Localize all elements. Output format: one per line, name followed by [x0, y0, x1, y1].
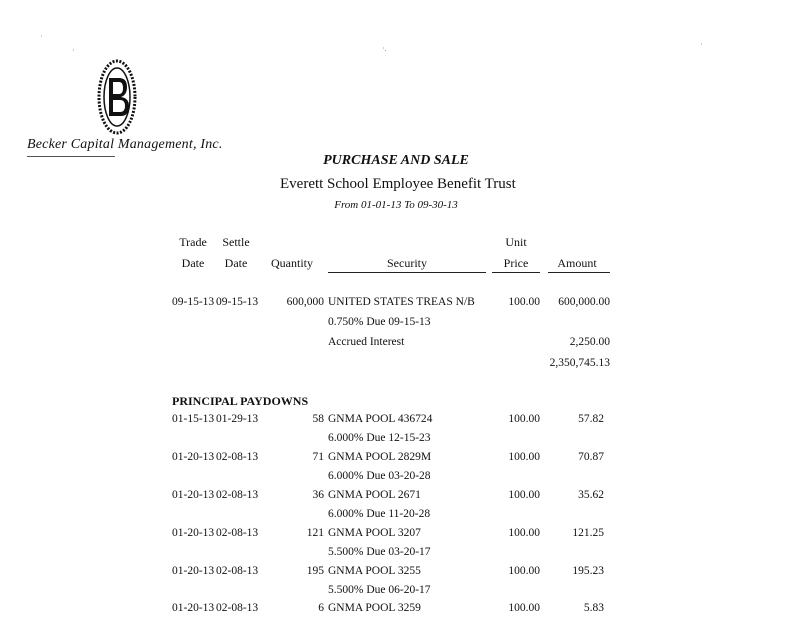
paydown-detail: 6.000% Due 12-15-23 — [328, 432, 431, 444]
paydown-unit-price: 100.00 — [508, 451, 540, 463]
col-amount: Amount — [557, 256, 597, 270]
col-settle-date-top: Settle — [222, 235, 250, 249]
report-period: From 01-01-13 To 09-30-13 — [334, 199, 458, 211]
col-trade-date-bottom: Date — [181, 256, 205, 270]
paydown-settle-date: 02-08-13 — [216, 527, 259, 539]
scan-speck: · — [700, 40, 703, 49]
paydown-detail: 6.000% Due 11-20-28 — [328, 508, 431, 520]
paydown-settle-date: 02-08-13 — [216, 602, 259, 614]
purchase-settle-date: 09-15-13 — [216, 296, 259, 308]
paydown-quantity: 36 — [312, 489, 324, 501]
col-settle-date-bottom: Date — [224, 256, 248, 270]
report-subtitle: Everett School Employee Benefit Trust — [280, 176, 516, 192]
paydown-trade-date: 01-20-13 — [172, 489, 215, 501]
paydown-quantity: 58 — [312, 413, 324, 425]
paydown-amount: 121.25 — [572, 527, 604, 539]
accrued-interest-amount: 2,250.00 — [569, 336, 610, 348]
paydown-security: GNMA POOL 3259 — [328, 602, 421, 614]
purchase-total: 2,350,745.13 — [549, 357, 610, 369]
paydown-trade-date: 01-20-13 — [172, 602, 215, 614]
col-security: Security — [387, 256, 427, 270]
paydown-amount: 5.83 — [583, 602, 604, 614]
paydown-settle-date: 02-08-13 — [216, 565, 259, 577]
purchase-trade-date: 09-15-13 — [172, 296, 215, 308]
paydown-trade-date: 01-20-13 — [172, 565, 215, 577]
paydown-detail: 5.500% Due 03-20-17 — [328, 546, 431, 558]
scan-speck: · — [40, 32, 43, 41]
scan-speck: ·. — [382, 44, 387, 53]
paydown-unit-price: 100.00 — [508, 527, 540, 539]
paydown-quantity: 71 — [312, 451, 324, 463]
price-underline — [492, 272, 540, 273]
paydown-detail: 5.500% Due 06-20-17 — [328, 584, 431, 596]
paydown-detail: 6.000% Due 03-20-28 — [328, 470, 431, 482]
col-quantity: Quantity — [271, 256, 313, 270]
report-title: PURCHASE AND SALE — [323, 153, 469, 168]
paydown-amount: 195.23 — [572, 565, 604, 577]
paydown-unit-price: 100.00 — [508, 602, 540, 614]
paydown-security: GNMA POOL 2671 — [328, 489, 421, 501]
section-principal-paydowns: PRINCIPAL PAYDOWNS — [172, 394, 309, 408]
paydown-trade-date: 01-20-13 — [172, 527, 215, 539]
scan-speck: · — [72, 46, 75, 55]
purchase-amount: 600,000.00 — [558, 296, 610, 308]
paydown-amount: 57.82 — [578, 413, 604, 425]
purchase-security-detail: 0.750% Due 09-15-13 — [328, 316, 431, 328]
amount-underline — [548, 272, 610, 273]
paydown-trade-date: 01-20-13 — [172, 451, 215, 463]
paydown-amount: 35.62 — [578, 489, 604, 501]
paydown-security: GNMA POOL 2829M — [328, 451, 432, 463]
paydown-quantity: 121 — [306, 527, 324, 539]
paydown-settle-date: 02-08-13 — [216, 451, 259, 463]
paydown-security: GNMA POOL 436724 — [328, 413, 433, 425]
paydown-quantity: 6 — [318, 602, 324, 614]
company-name: Becker Capital Management, Inc. — [27, 137, 223, 152]
col-unit-price-bottom: Price — [503, 256, 529, 270]
paydown-settle-date: 02-08-13 — [216, 489, 259, 501]
col-unit-price-top: Unit — [505, 235, 527, 249]
paydown-quantity: 195 — [306, 565, 324, 577]
purchase-security: UNITED STATES TREAS N/B — [328, 296, 475, 308]
paydown-settle-date: 01-29-13 — [216, 413, 259, 425]
paydown-trade-date: 01-15-13 — [172, 413, 215, 425]
paydown-unit-price: 100.00 — [508, 489, 540, 501]
paydown-security: GNMA POOL 3255 — [328, 565, 421, 577]
col-trade-date-top: Trade — [179, 235, 207, 249]
security-underline — [328, 272, 486, 273]
paydown-security: GNMA POOL 3207 — [328, 527, 421, 539]
company-underline — [27, 156, 115, 157]
paydown-unit-price: 100.00 — [508, 413, 540, 425]
accrued-interest-label: Accrued Interest — [328, 336, 405, 348]
paydown-unit-price: 100.00 — [508, 565, 540, 577]
company-logo — [97, 58, 137, 136]
purchase-unit-price: 100.00 — [508, 296, 540, 308]
paydown-amount: 70.87 — [578, 451, 604, 463]
purchase-quantity: 600,000 — [286, 296, 324, 308]
